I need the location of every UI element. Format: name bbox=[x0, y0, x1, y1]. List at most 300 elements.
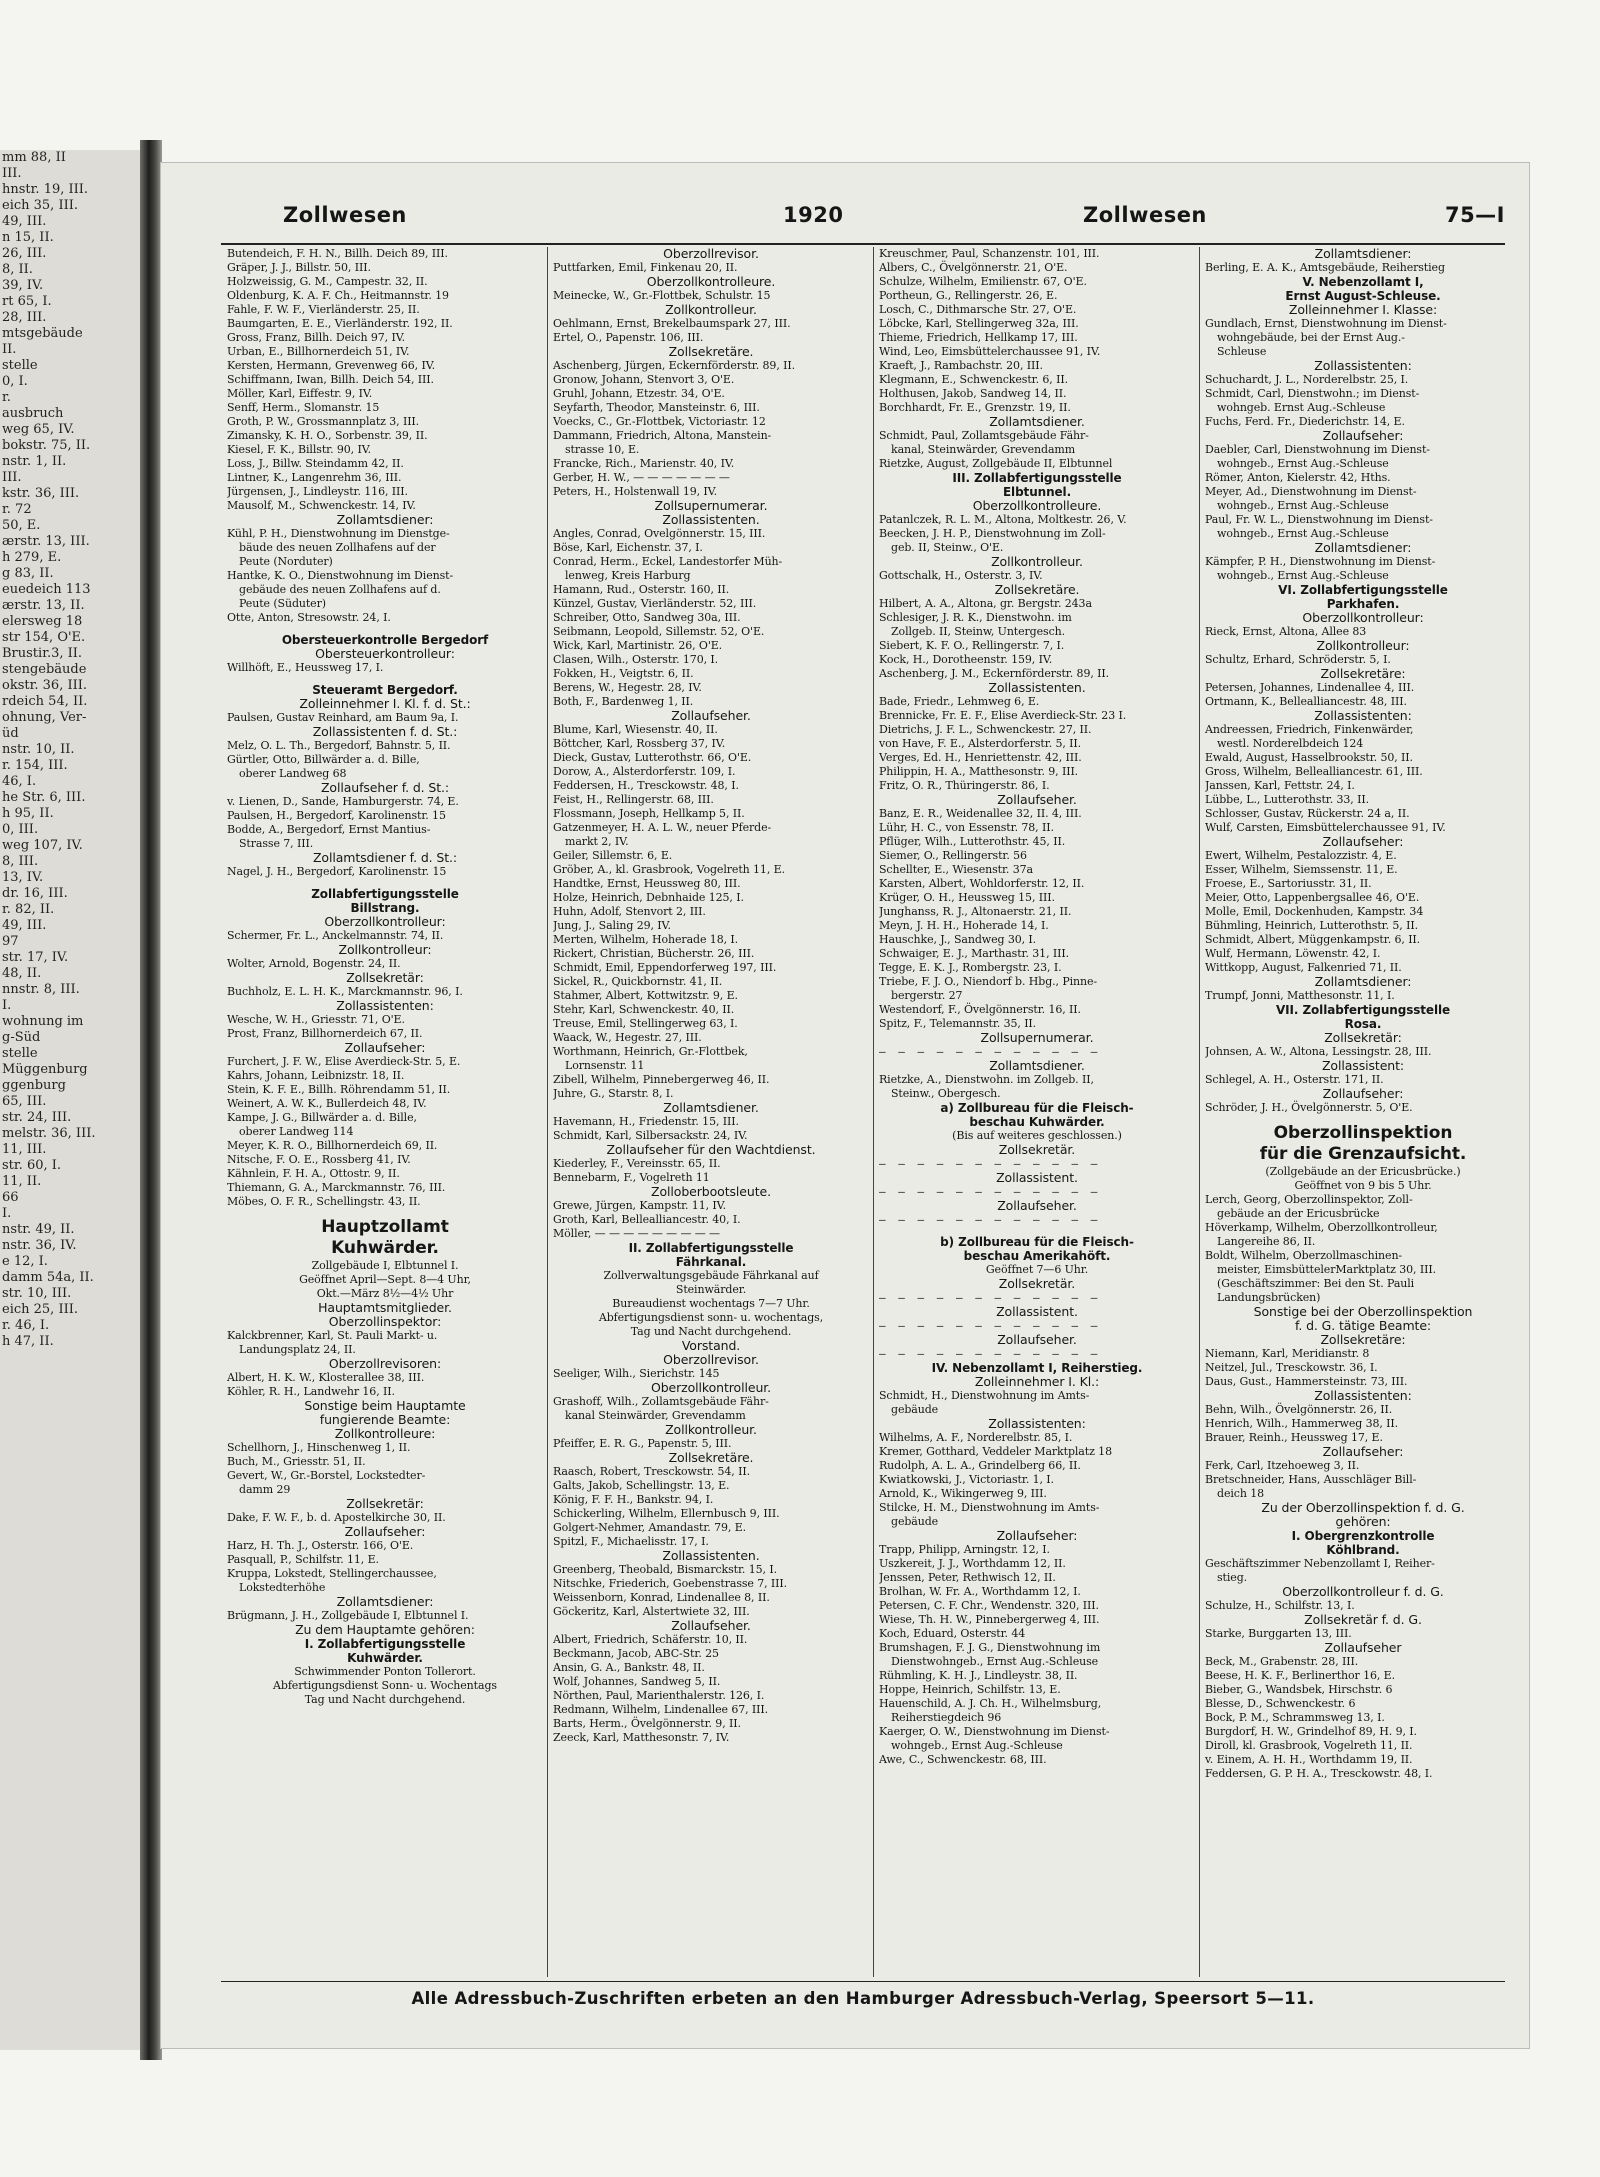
left-page-fragment: nnstr. 8, III. bbox=[2, 982, 80, 997]
entry-continuation: meister, EimsbüttelerMarktplatz 30, III. bbox=[1217, 1263, 1436, 1276]
left-page-fragment: 49, III. bbox=[2, 918, 47, 933]
directory-entry: Gundlach, Ernst, Dienstwohnung im Dienst- bbox=[1205, 317, 1447, 330]
directory-entry: Bieber, G., Wandsbek, Hirschstr. 6 bbox=[1205, 1683, 1393, 1696]
office-heading: Elbtunnel. bbox=[1002, 485, 1072, 499]
left-page-fragment: 50, E. bbox=[2, 518, 41, 533]
section-heading: Zollassistenten: bbox=[1314, 708, 1412, 723]
left-page-fragment: r. 82, II. bbox=[2, 902, 55, 917]
directory-entry: Peters, H., Holstenwall 19, IV. bbox=[553, 485, 717, 498]
entry-continuation: strasse 10, E. bbox=[565, 443, 640, 456]
directory-entry: Both, F., Bardenweg 1, II. bbox=[553, 695, 694, 708]
left-page-fragment: ohnung, Ver- bbox=[2, 710, 87, 725]
section-heading: Zollamtsdiener: bbox=[1314, 974, 1412, 989]
left-page-fragment: g-Süd bbox=[2, 1030, 41, 1045]
left-page-fragment: 8, II. bbox=[2, 262, 33, 277]
directory-entry: Grashoff, Wilh., Zollamtsgebäude Fähr- bbox=[553, 1395, 769, 1408]
office-heading: V. Nebenzollamt I, bbox=[1302, 275, 1424, 289]
directory-entry: Rickert, Christian, Bücherstr. 26, III. bbox=[553, 947, 755, 960]
directory-entry: Losch, C., Dithmarsche Str. 27, O'E. bbox=[879, 303, 1077, 316]
directory-entry: Gevert, W., Gr.-Borstel, Lockstedter- bbox=[227, 1469, 426, 1482]
section-heading: Zu der Oberzollinspektion f. d. G. bbox=[1261, 1500, 1465, 1515]
directory-entry: Wilhelms, A. F., Norderelbstr. 85, I. bbox=[879, 1431, 1073, 1444]
section-heading: Zollsekretär: bbox=[346, 970, 424, 985]
directory-entry: Pflüger, Wilh., Lutterothstr. 45, II. bbox=[879, 835, 1066, 848]
directory-entry: Schmidt, Paul, Zollamtsgebäude Fähr- bbox=[879, 429, 1089, 442]
directory-entry: Spitz, F., Telemannstr. 35, II. bbox=[879, 1017, 1037, 1030]
directory-entry: Böttcher, Karl, Rossberg 37, IV. bbox=[553, 737, 726, 750]
left-page-fragment: 13, IV. bbox=[2, 870, 44, 885]
left-page-fragment: ærstr. 13, III. bbox=[2, 534, 90, 549]
directory-entry: Trapp, Philipp, Arningstr. 12, I. bbox=[879, 1543, 1050, 1556]
directory-entry: Meyn, J. H. H., Hoherade 14, I. bbox=[879, 919, 1049, 932]
directory-entry: Geiler, Sillemstr. 6, E. bbox=[553, 849, 673, 862]
office-note: Steinwärder. bbox=[675, 1283, 747, 1296]
directory-entry: Melz, O. L. Th., Bergedorf, Bahnstr. 5, II. bbox=[227, 739, 451, 752]
entry-continuation: Schleuse bbox=[1217, 345, 1267, 358]
section-heading: Zollaufseher. bbox=[997, 1198, 1077, 1213]
entry-continuation: gebäude des neuen Zollhafens auf d. bbox=[239, 583, 441, 596]
directory-entry: Starke, Burggarten 13, III. bbox=[1205, 1627, 1352, 1640]
section-heading: Zollassistenten: bbox=[988, 1416, 1086, 1431]
section-heading: Oberzollkontrolleur: bbox=[1302, 610, 1424, 625]
directory-entry: Beckmann, Jacob, ABC-Str. 25 bbox=[553, 1647, 719, 1660]
section-heading: Vorstand. bbox=[681, 1338, 741, 1353]
left-page-fragment: 11, II. bbox=[2, 1174, 42, 1189]
spacer bbox=[879, 1227, 1195, 1235]
left-page-fragment: üd bbox=[2, 726, 19, 741]
left-page-fragment: r. 72 bbox=[2, 502, 32, 517]
directory-entry: Thiemann, G. A., Marckmannstr. 76, III. bbox=[227, 1181, 446, 1194]
directory-entry: Angles, Conrad, Ovelgönnerstr. 15, III. bbox=[553, 527, 766, 540]
directory-entry: Bock, P. M., Schrammsweg 13, I. bbox=[1205, 1711, 1385, 1724]
left-page-fragment: str. 17, IV. bbox=[2, 950, 69, 965]
section-heading: Zollkontrolleur. bbox=[991, 554, 1083, 569]
directory-entry: Clasen, Wilh., Osterstr. 170, I. bbox=[553, 653, 719, 666]
directory-entry: Beck, M., Grabenstr. 28, III. bbox=[1205, 1655, 1359, 1668]
directory-entry: Kraeft, J., Rambachstr. 20, III. bbox=[879, 359, 1043, 372]
section-heading: Zollaufseher f. d. St.: bbox=[320, 780, 450, 795]
directory-entry: Rietzke, A., Dienstwohn. im Zollgeb. II, bbox=[879, 1073, 1094, 1086]
section-heading: fungierende Beamte: bbox=[319, 1412, 451, 1427]
section-heading: Zollsekretär: bbox=[1324, 1030, 1402, 1045]
directory-entry: Harz, H. Th. J., Osterstr. 166, O'E. bbox=[227, 1539, 414, 1552]
section-heading: Zollamtsdiener f. d. St.: bbox=[312, 850, 458, 865]
section-heading: Zollaufseher. bbox=[671, 708, 751, 723]
directory-entry: Havemann, H., Friedenstr. 15, III. bbox=[553, 1115, 739, 1128]
directory-entry: Gottschalk, H., Osterstr. 3, IV. bbox=[879, 569, 1043, 582]
directory-entry: Wolf, Johannes, Sandweg 5, II. bbox=[553, 1675, 721, 1688]
directory-entry: Zeeck, Karl, Matthesonstr. 7, IV. bbox=[553, 1731, 730, 1744]
section-heading: Zollsekretäre. bbox=[668, 344, 754, 359]
entry-continuation: oberer Landweg 114 bbox=[239, 1125, 354, 1138]
vacant-entry: — — — — — — — — — — — — bbox=[879, 1045, 1101, 1058]
directory-entry: Meinecke, W., Gr.-Flottbek, Schulstr. 15 bbox=[553, 289, 771, 302]
main-heading: Hauptzollamt bbox=[321, 1217, 449, 1237]
section-heading: Zollassistenten: bbox=[336, 998, 434, 1013]
directory-entry: Schmidt, Albert, Müggenkampstr. 6, II. bbox=[1205, 933, 1421, 946]
directory-entry: Gruhl, Johann, Etzestr. 34, O'E. bbox=[553, 387, 725, 400]
left-page-fragment: mtsgebäude bbox=[2, 326, 83, 341]
left-page-fragment: 39, IV. bbox=[2, 278, 44, 293]
left-page-fragment: r. 154, III. bbox=[2, 758, 68, 773]
office-heading: Kuhwärder. bbox=[347, 1651, 423, 1665]
spacer bbox=[227, 675, 543, 683]
left-page-fragment: Brustir.3, II. bbox=[2, 646, 83, 661]
directory-entry: Niemann, Karl, Meridianstr. 8 bbox=[1205, 1347, 1370, 1360]
directory-entry: Gronow, Johann, Stenvort 3, O'E. bbox=[553, 373, 735, 386]
directory-entry: Beese, H. K. F., Berlinerthor 16, E. bbox=[1205, 1669, 1395, 1682]
section-heading: Zollkontrolleur: bbox=[1316, 638, 1410, 653]
directory-entry: Nagel, J. H., Bergedorf, Karolinenstr. 15 bbox=[227, 865, 447, 878]
directory-entry: Behn, Wilh., Övelgönnerstr. 26, II. bbox=[1205, 1403, 1393, 1416]
directory-entry: Schultz, Erhard, Schröderstr. 5, I. bbox=[1205, 653, 1391, 666]
directory-entry: v. Lienen, D., Sande, Hamburgerstr. 74, E. bbox=[227, 795, 459, 808]
directory-entry: Schellter, E., Wiesenstr. 37a bbox=[879, 863, 1033, 876]
directory-entry: Johnsen, A. W., Altona, Lessingstr. 28, III. bbox=[1205, 1045, 1432, 1058]
directory-entry: Bennebarm, F., Vogelreth 11 bbox=[553, 1171, 710, 1184]
left-page-fragment: stelle bbox=[2, 358, 38, 373]
entry-continuation: Langereihe 86, II. bbox=[1217, 1235, 1316, 1248]
directory-entry: Siebert, K. F. O., Rellingerstr. 7, I. bbox=[879, 639, 1065, 652]
directory-entry: Nitsche, F. O. E., Rossberg 41, IV. bbox=[227, 1153, 411, 1166]
directory-entry: Dake, F. W. F., b. d. Apostelkirche 30, II. bbox=[227, 1511, 446, 1524]
column-divider bbox=[547, 247, 548, 1977]
directory-entry: Schlesiger, J. R. K., Dienstwohn. im bbox=[879, 611, 1072, 624]
directory-entry: Stilcke, H. M., Dienstwohnung im Amts- bbox=[879, 1501, 1100, 1514]
office-note: Abfertigungsdienst Sonn- u. Wochentags bbox=[273, 1679, 497, 1692]
directory-entry: Dammann, Friedrich, Altona, Manstein- bbox=[553, 429, 772, 442]
entry-continuation: wohngeb., Ernst Aug.-Schleuse bbox=[1217, 527, 1389, 540]
left-page-fragment: 28, III. bbox=[2, 310, 47, 325]
directory-entry: Kämpfer, P. H., Dienstwohnung im Dienst- bbox=[1205, 555, 1436, 568]
directory-entry: Froese, E., Sartoriusstr. 31, II. bbox=[1205, 877, 1372, 890]
directory-entry: Gürtler, Otto, Billwärder a. d. Bille, bbox=[227, 753, 420, 766]
section-heading: Obersteuerkontrolleur: bbox=[315, 646, 455, 661]
directory-entry: Aschenberg, J. M., Eckernförderstr. 89, II. bbox=[879, 667, 1110, 680]
entry-continuation: gebäude bbox=[891, 1515, 939, 1528]
directory-entry: Ansin, G. A., Bankstr. 48, II. bbox=[553, 1661, 705, 1674]
directory-entry: Ferk, Carl, Itzehoeweg 3, II. bbox=[1205, 1459, 1360, 1472]
directory-entry: Siemer, O., Rellingerstr. 56 bbox=[879, 849, 1027, 862]
directory-entry: Blume, Karl, Wiesenstr. 40, II. bbox=[553, 723, 718, 736]
section-heading: Zollamtsdiener: bbox=[336, 1594, 434, 1609]
section-heading: Zolleinnehmer I. Kl. f. d. St.: bbox=[299, 696, 471, 711]
directory-entry: Meyer, K. R. O., Billhornerdeich 69, II. bbox=[227, 1139, 438, 1152]
directory-entry: Ertel, O., Papenstr. 106, III. bbox=[553, 331, 704, 344]
directory-entry: Schreiber, Otto, Sandweg 30a, III. bbox=[553, 611, 741, 624]
directory-entry: Jung, J., Saling 29, IV. bbox=[553, 919, 671, 932]
directory-entry: Esser, Wilhelm, Siemssenstr. 11, E. bbox=[1205, 863, 1398, 876]
left-page-fragment: eich 25, III. bbox=[2, 1302, 78, 1317]
office-heading: Steueramt Bergedorf. bbox=[312, 683, 458, 697]
directory-entry: Wittkopp, August, Falkenried 71, II. bbox=[1205, 961, 1402, 974]
left-page-fragment: 26, III. bbox=[2, 246, 47, 261]
section-heading: Zollsekretär: bbox=[346, 1496, 424, 1511]
directory-entry: Ewald, August, Hasselbrookstr. 50, II. bbox=[1205, 751, 1413, 764]
office-heading: III. Zollabfertigungsstelle bbox=[952, 471, 1122, 485]
directory-entry: Fuchs, Ferd. Fr., Diederichstr. 14, E. bbox=[1205, 415, 1405, 428]
directory-entry: Schröder, J. H., Övelgönnerstr. 5, O'E. bbox=[1205, 1101, 1413, 1114]
directory-entry: Patanlczek, R. L. M., Altona, Moltkestr. 26, V. bbox=[879, 513, 1127, 526]
directory-entry: Oldenburg, K. A. F. Ch., Heitmannstr. 19 bbox=[227, 289, 449, 302]
header-year: 1920 bbox=[783, 203, 844, 227]
left-page-fragment: h 47, II. bbox=[2, 1334, 54, 1349]
directory-entry: Daus, Gust., Hammersteinstr. 73, III. bbox=[1205, 1375, 1408, 1388]
left-page-fragment: rt 65, I. bbox=[2, 294, 52, 309]
section-heading: Zollassistenten. bbox=[662, 512, 760, 527]
directory-entry: Böse, Karl, Eichenstr. 37, I. bbox=[553, 541, 703, 554]
section-heading: Zollsupernumerar. bbox=[980, 1030, 1094, 1045]
directory-entry: Lübbe, L., Lutterothstr. 33, II. bbox=[1205, 793, 1369, 806]
office-note: Bureaudienst wochentags 7—7 Uhr. bbox=[612, 1297, 810, 1310]
directory-entry: Golgert-Nehmer, Amandastr. 79, E. bbox=[553, 1521, 747, 1534]
entry-continuation: wohngeb., Ernst Aug.-Schleuse bbox=[1217, 457, 1389, 470]
directory-entry: Burgdorf, H. W., Grindelhof 89, H. 9, I. bbox=[1205, 1725, 1417, 1738]
directory-entry: Groth, P. W., Grossmannplatz 3, III. bbox=[227, 415, 420, 428]
directory-entry: Petersen, Johannes, Lindenallee 4, III. bbox=[1205, 681, 1415, 694]
directory-entry: Seibmann, Leopold, Sillemstr. 52, O'E. bbox=[553, 625, 765, 638]
directory-entry: Awe, C., Schwenckestr. 68, III. bbox=[879, 1753, 1047, 1766]
section-heading: Zollkontrolleur: bbox=[338, 942, 432, 957]
left-page-fragment: kstr. 36, III. bbox=[2, 486, 80, 501]
directory-entry: Klegmann, E., Schwenckestr. 6, II. bbox=[879, 373, 1068, 386]
entry-continuation: Lokstedterhöhe bbox=[239, 1581, 326, 1594]
office-heading: Ernst August-Schleuse. bbox=[1285, 289, 1441, 303]
directory-entry: Buchholz, E. L. H. K., Marckmannstr. 96, I. bbox=[227, 985, 463, 998]
directory-entry: Kreuschmer, Paul, Schanzenstr. 101, III. bbox=[879, 247, 1100, 260]
directory-entry: Schwaiger, E. J., Marthastr. 31, III. bbox=[879, 947, 1070, 960]
directory-entry: Weinert, A. W. K., Bullerdeich 48, IV. bbox=[227, 1097, 427, 1110]
left-page-fragment: eich 35, III. bbox=[2, 198, 78, 213]
directory-entry: Urban, E., Billhornerdeich 51, IV. bbox=[227, 345, 410, 358]
directory-entry: Feddersen, G. P. H. A., Tresckowstr. 48, I. bbox=[1205, 1767, 1433, 1780]
directory-entry: Höverkamp, Wilhelm, Oberzollkontrolleur, bbox=[1205, 1221, 1438, 1234]
directory-entry: Prost, Franz, Billhornerdeich 67, II. bbox=[227, 1027, 423, 1040]
directory-entry: Schmidt, Emil, Eppendorferweg 197, III. bbox=[553, 961, 777, 974]
directory-entry: Willhöft, E., Heussweg 17, I. bbox=[227, 661, 384, 674]
directory-entry: Schickerling, Wilhelm, Ellernbusch 9, III. bbox=[553, 1507, 780, 1520]
entry-continuation: kanal Steinwärder, Grevendamm bbox=[565, 1409, 746, 1422]
directory-entry: Fritz, O. R., Thüringerstr. 86, I. bbox=[879, 779, 1050, 792]
directory-entry: Wulf, Hermann, Löwenstr. 42, I. bbox=[1205, 947, 1381, 960]
left-page-fragment: 97 bbox=[2, 934, 19, 949]
directory-entry: Geschäftszimmer Nebenzollamt I, Reiher- bbox=[1205, 1557, 1435, 1570]
left-page-fragment: Müggenburg bbox=[2, 1062, 88, 1077]
directory-entry: Fokken, H., Veigtstr. 6, II. bbox=[553, 667, 694, 680]
section-heading: Zollassistent. bbox=[996, 1170, 1078, 1185]
directory-entry: Wesche, W. H., Griesstr. 71, O'E. bbox=[227, 1013, 405, 1026]
directory-entry: Worthmann, Heinrich, Gr.-Flottbek, bbox=[553, 1045, 748, 1058]
entry-continuation: wohngeb., Ernst Aug.-Schleuse bbox=[1217, 499, 1389, 512]
office-note: Tag und Nacht durchgehend. bbox=[304, 1693, 466, 1706]
section-heading: gehören: bbox=[1335, 1514, 1391, 1529]
directory-page bbox=[160, 162, 1530, 2049]
directory-entry: Rietzke, August, Zollgebäude II, Elbtunnel bbox=[879, 457, 1113, 470]
directory-entry: Dieck, Gustav, Lutterothstr. 66, O'E. bbox=[553, 751, 752, 764]
office-heading: VI. Zollabfertigungsstelle bbox=[1278, 583, 1448, 597]
directory-entry: Francke, Rich., Marienstr. 40, IV. bbox=[553, 457, 735, 470]
column-divider bbox=[1199, 247, 1200, 1977]
column-3 bbox=[879, 247, 1195, 1977]
directory-entry: Schulze, H., Schilfstr. 13, I. bbox=[1205, 1599, 1355, 1612]
directory-entry: Zimansky, K. H. O., Sorbenstr. 39, II. bbox=[227, 429, 428, 442]
entry-continuation: Lornsenstr. 11 bbox=[565, 1059, 645, 1072]
directory-entry: Feist, H., Rellingerstr. 68, III. bbox=[553, 793, 714, 806]
section-heading: Zollsekretär. bbox=[998, 1142, 1076, 1157]
directory-entry: Gatzenmeyer, H. A. L. W., neuer Pferde- bbox=[553, 821, 772, 834]
directory-entry: Kersten, Hermann, Grevenweg 66, IV. bbox=[227, 359, 436, 372]
directory-entry: Bühmling, Heinrich, Lutterothstr. 5, II. bbox=[1205, 919, 1418, 932]
directory-entry: Schmidt, H., Dienstwohnung im Amts- bbox=[879, 1389, 1090, 1402]
directory-entry: Hoppe, Heinrich, Schilfstr. 13, E. bbox=[879, 1683, 1061, 1696]
left-page-fragment: str. 10, III. bbox=[2, 1286, 72, 1301]
directory-entry: Holzweissig, G. M., Campestr. 32, II. bbox=[227, 275, 428, 288]
section-heading: Zollsupernumerar. bbox=[654, 498, 768, 513]
directory-entry: Sickel, R., Quickbornstr. 41, II. bbox=[553, 975, 723, 988]
directory-entry: Galts, Jakob, Schellingstr. 13, E. bbox=[553, 1479, 730, 1492]
directory-entry: Thieme, Friedrich, Hellkamp 17, III. bbox=[879, 331, 1078, 344]
directory-entry: Wiese, Th. H. W., Pinnebergerweg 4, III. bbox=[879, 1613, 1100, 1626]
directory-entry: Rieck, Ernst, Altona, Allee 83 bbox=[1205, 625, 1367, 638]
left-page-fragment: elersweg 18 bbox=[2, 614, 83, 629]
directory-entry: Koch, Eduard, Osterstr. 44 bbox=[879, 1627, 1026, 1640]
left-page-fragment: euedeich 113 bbox=[2, 582, 91, 597]
running-header bbox=[223, 203, 1511, 233]
entry-continuation: Strasse 7, III. bbox=[239, 837, 314, 850]
entry-continuation: wohngeb., Ernst Aug.-Schleuse bbox=[1217, 569, 1389, 582]
section-heading: Zu dem Hauptamte gehören: bbox=[295, 1622, 475, 1637]
directory-entry: Hilbert, A. A., Altona, gr. Bergstr. 243a bbox=[879, 597, 1092, 610]
directory-entry: Seyfarth, Theodor, Mansteinstr. 6, III. bbox=[553, 401, 760, 414]
directory-entry: Puttfarken, Emil, Finkenau 20, II. bbox=[553, 261, 738, 274]
directory-entry: Berens, W., Hegestr. 28, IV. bbox=[553, 681, 702, 694]
footer-rule bbox=[221, 1981, 1505, 1982]
section-heading: Zollamtsdiener: bbox=[336, 512, 434, 527]
section-heading: Sonstige bei der Oberzollinspektion bbox=[1253, 1304, 1473, 1319]
section-heading: Oberzollrevisor. bbox=[663, 1352, 759, 1367]
entry-continuation: markt 2, IV. bbox=[565, 835, 629, 848]
entry-continuation: Steinw., Obergesch. bbox=[891, 1087, 1001, 1100]
directory-entry: Karsten, Albert, Wohldorferstr. 12, II. bbox=[879, 877, 1085, 890]
directory-entry: Wind, Leo, Eimsbüttelerchaussee 91, IV. bbox=[879, 345, 1101, 358]
directory-entry: Treuse, Emil, Stellingerweg 63, I. bbox=[553, 1017, 738, 1030]
header-rule bbox=[221, 243, 1505, 245]
left-page-fragment: h 95, II. bbox=[2, 806, 54, 821]
entry-continuation: bergerstr. 27 bbox=[891, 989, 963, 1002]
directory-entry: Boldt, Wilhelm, Oberzollmaschinen- bbox=[1205, 1249, 1403, 1262]
left-page-fragment: str 154, O'E. bbox=[2, 630, 86, 645]
section-heading: Zollassistenten: bbox=[1314, 358, 1412, 373]
directory-entry: Henrich, Wilh., Hammerweg 38, II. bbox=[1205, 1417, 1399, 1430]
spacer bbox=[227, 625, 543, 633]
left-page-fragment: 11, III. bbox=[2, 1142, 47, 1157]
directory-entry: Schlegel, A. H., Osterstr. 171, II. bbox=[1205, 1073, 1384, 1086]
directory-entry: Schuchardt, J. L., Norderelbstr. 25, I. bbox=[1205, 373, 1409, 386]
left-page-fragment: wohnung im bbox=[2, 1014, 84, 1029]
section-heading: Zollassistenten. bbox=[662, 1548, 760, 1563]
section-heading: Zollaufseher: bbox=[1322, 834, 1404, 849]
office-note: Schwimmender Ponton Tollerort. bbox=[294, 1665, 476, 1678]
directory-entry: Feddersen, H., Tresckowstr. 48, I. bbox=[553, 779, 739, 792]
directory-entry: Albert, H. K. W., Klosterallee 38, III. bbox=[227, 1371, 425, 1384]
directory-entry: Schermer, Fr. L., Anckelmannstr. 74, II. bbox=[227, 929, 444, 942]
directory-entry: Juhre, G., Starstr. 8, I. bbox=[553, 1087, 674, 1100]
office-heading: II. Zollabfertigungsstelle bbox=[628, 1241, 794, 1255]
left-page-fragment: weg 107, IV. bbox=[2, 838, 83, 853]
header-right-title: Zollwesen bbox=[1083, 203, 1207, 227]
left-page-fragment: 0, I. bbox=[2, 374, 28, 389]
office-heading: Billstrang. bbox=[350, 901, 420, 915]
directory-entry: Brügmann, J. H., Zollgebäude I, Elbtunnel I. bbox=[227, 1609, 469, 1622]
directory-entry: Janssen, Karl, Fettstr. 24, I. bbox=[1205, 779, 1355, 792]
office-heading: VII. Zollabfertigungsstelle bbox=[1275, 1003, 1451, 1017]
directory-entry: Schiffmann, Iwan, Billh. Deich 54, III. bbox=[227, 373, 434, 386]
section-heading: Oberzollrevisoren: bbox=[328, 1356, 442, 1371]
page-number: 75—I bbox=[1444, 203, 1505, 227]
directory-entry: Berling, E. A. K., Amtsgebäude, Reiherstieg bbox=[1205, 261, 1445, 274]
directory-entry: Flossmann, Joseph, Hellkamp 5, II. bbox=[553, 807, 745, 820]
entry-continuation: gebäude an der Ericusbrücke bbox=[1217, 1207, 1380, 1220]
left-page-fragment: okstr. 36, III. bbox=[2, 678, 87, 693]
left-page-fragment: str. 60, I. bbox=[2, 1158, 62, 1173]
left-page-fragment: 65, III. bbox=[2, 1094, 47, 1109]
office-heading: Zollabfertigungsstelle bbox=[311, 887, 459, 901]
directory-entry: Uszkereit, J. J., Worthdamm 12, II. bbox=[879, 1557, 1066, 1570]
left-page-fragment: bokstr. 75, II. bbox=[2, 438, 91, 453]
directory-entry: Westendorf, F., Övelgönnerstr. 16, II. bbox=[879, 1003, 1081, 1016]
directory-entry: Groth, Karl, Bellealliancestr. 40, I. bbox=[553, 1213, 741, 1226]
directory-entry: Gross, Wilhelm, Bellealliancestr. 61, III. bbox=[1205, 765, 1423, 778]
directory-entry: Krüger, O. H., Heussweg 15, III. bbox=[879, 891, 1055, 904]
directory-entry: Schulze, Wilhelm, Emilienstr. 67, O'E. bbox=[879, 275, 1087, 288]
directory-entry: Schmidt, Karl, Silbersackstr. 24, IV. bbox=[553, 1129, 748, 1142]
section-heading: Oberzollkontrolleur. bbox=[650, 1380, 772, 1395]
left-page-fragment: e 12, I. bbox=[2, 1254, 48, 1269]
section-heading: Zollsekretäre. bbox=[668, 1450, 754, 1465]
column-2 bbox=[553, 247, 869, 1977]
column-divider bbox=[873, 247, 874, 1977]
directory-entry: Oehlmann, Ernst, Brekelbaumspark 27, III. bbox=[553, 317, 791, 330]
directory-entry: Redmann, Wilhelm, Lindenallee 67, III. bbox=[553, 1703, 769, 1716]
directory-entry: Stahmer, Albert, Kottwitzstr. 9, E. bbox=[553, 989, 738, 1002]
adjacent-left-page bbox=[0, 150, 148, 2050]
directory-entry: Schmidt, Carl, Dienstwohn.; im Dienst- bbox=[1205, 387, 1420, 400]
directory-entry: Hauschke, J., Sandweg 30, I. bbox=[879, 933, 1037, 946]
directory-entry: Brumshagen, F. J. G., Dienstwohnung im bbox=[879, 1641, 1101, 1654]
directory-entry: Stehr, Karl, Schwenckestr. 40, II. bbox=[553, 1003, 735, 1016]
section-heading: Zollaufseher: bbox=[996, 1528, 1078, 1543]
left-page-fragment: 66 bbox=[2, 1190, 19, 1205]
directory-entry: Schlosser, Gustav, Rückerstr. 24 a, II. bbox=[1205, 807, 1410, 820]
entry-continuation: geb. II, Steinw., O'E. bbox=[891, 541, 1004, 554]
left-page-fragment: I. bbox=[2, 1206, 12, 1221]
section-heading: Zollassistenten f. d. St.: bbox=[312, 724, 458, 739]
entry-continuation: (Geschäftszimmer: Bei den St. Pauli bbox=[1217, 1277, 1415, 1290]
section-heading: Zollamtsdiener. bbox=[663, 1100, 759, 1115]
directory-entry: Conrad, Herm., Eckel, Landestorfer Müh- bbox=[553, 555, 783, 568]
section-heading: Zolloberbootsleute. bbox=[651, 1184, 771, 1199]
section-heading: Zollaufseher: bbox=[344, 1524, 426, 1539]
directory-entry: Lühr, H. C., von Essenstr. 78, II. bbox=[879, 821, 1054, 834]
section-heading: Zollaufseher: bbox=[1322, 1086, 1404, 1101]
left-page-fragment: I. bbox=[2, 998, 12, 1013]
directory-entry: Möller, Karl, Eiffestr. 9, IV. bbox=[227, 387, 373, 400]
section-heading: Zollassistent. bbox=[996, 1304, 1078, 1319]
directory-entry: Hantke, K. O., Dienstwohnung im Dienst- bbox=[227, 569, 454, 582]
footer-notice: Alle Adressbuch-Zuschriften erbeten an den Hamburger Adressbuch-Verlag, Speersort 5—11. bbox=[411, 1989, 1315, 2008]
office-note: (Zollgebäude an der Ericusbrücke.) bbox=[1265, 1165, 1461, 1178]
directory-entry: Kalckbrenner, Karl, St. Pauli Markt- u. bbox=[227, 1329, 438, 1342]
